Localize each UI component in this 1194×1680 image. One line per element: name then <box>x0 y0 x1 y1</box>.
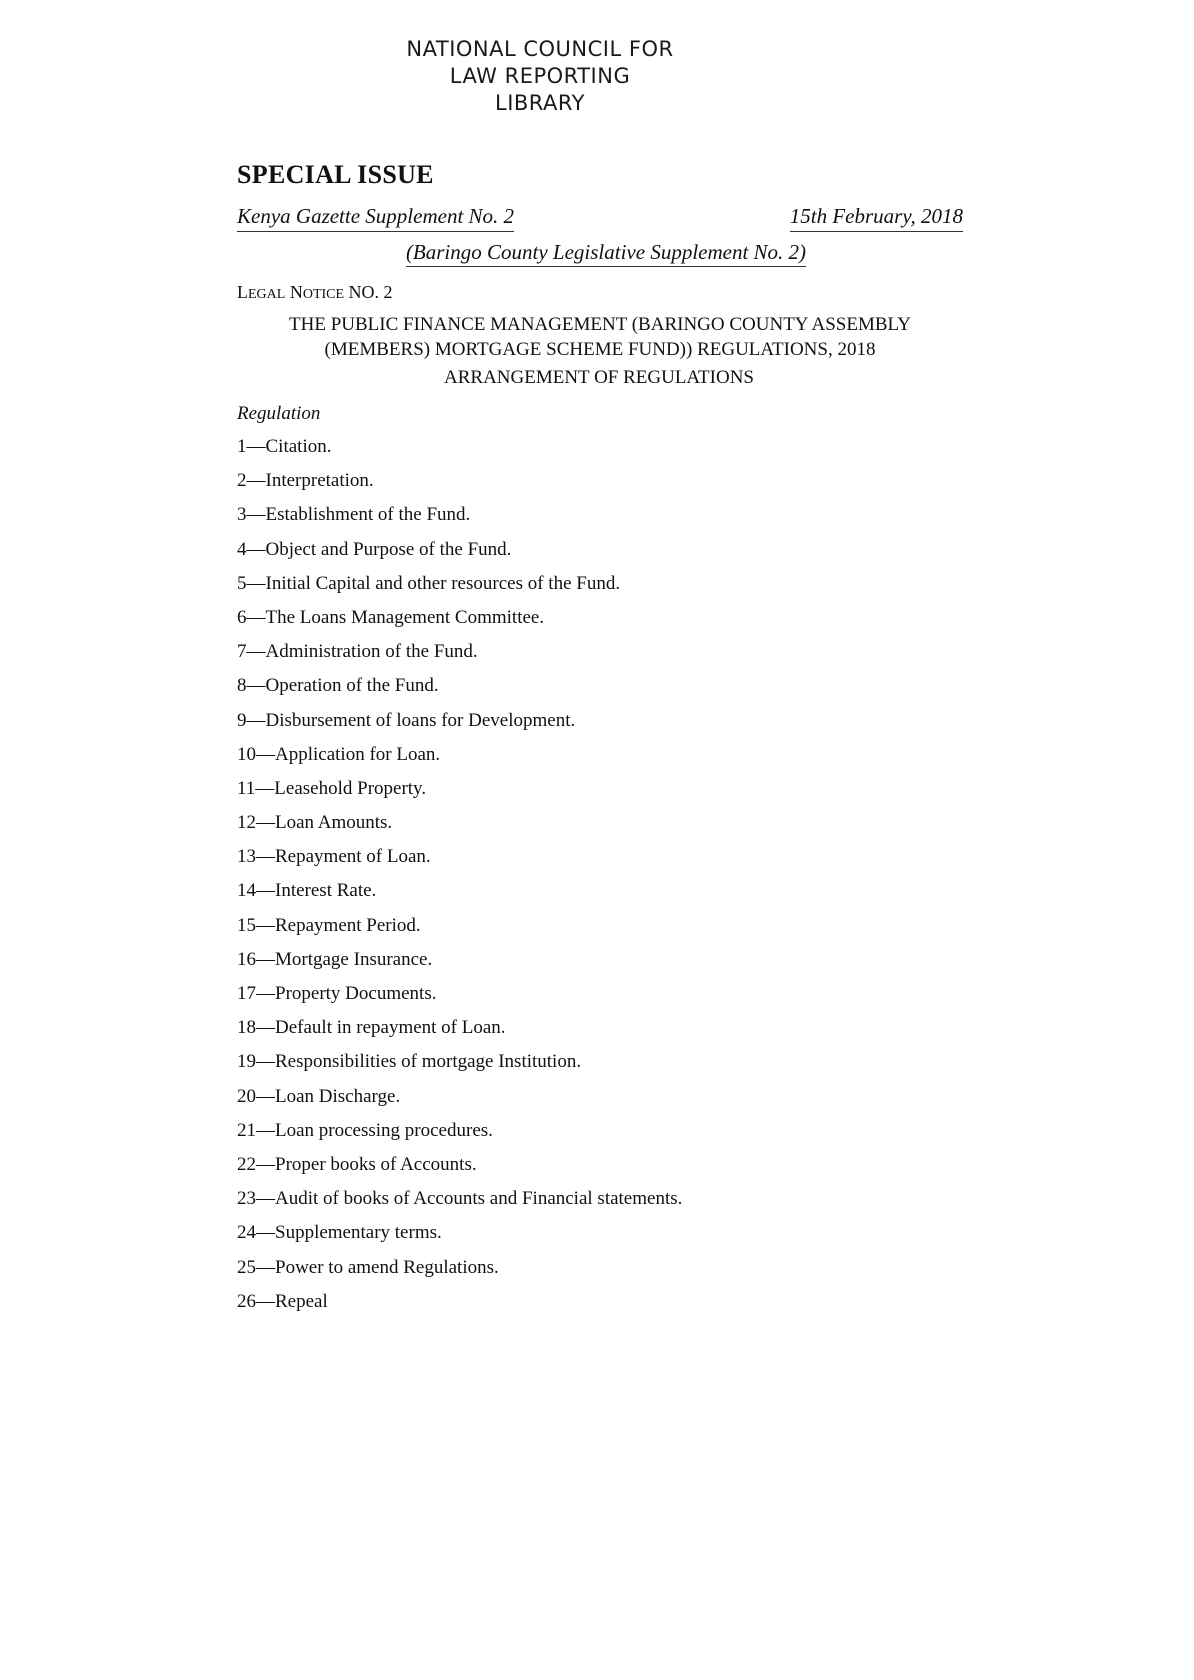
stamp-line-1: NATIONAL COUNCIL FOR <box>406 37 674 61</box>
list-item: 15—Repayment Period. <box>237 914 421 936</box>
list-item: 7—Administration of the Fund. <box>237 641 478 663</box>
regulations-title <box>250 312 950 362</box>
list-item: 8—Operation of the Fund. <box>237 675 439 697</box>
arrangement-heading: ARRANGEMENT OF REGULATIONS <box>444 367 754 388</box>
regulations-list <box>237 436 682 1325</box>
list-item: 10—Application for Loan. <box>237 743 441 765</box>
regulation-column-label: Regulation <box>237 403 321 424</box>
county-supplement-row <box>0 240 1194 265</box>
county-supplement-number: (Baringo County Legislative Supplement No. 2) <box>406 240 806 267</box>
list-item: 20—Loan Discharge. <box>237 1085 401 1107</box>
list-item: 1—Citation. <box>237 436 332 457</box>
stamp-line-3: LIBRARY <box>495 91 585 115</box>
list-item: 18—Default in repayment of Loan. <box>237 1017 506 1039</box>
list-item: 22—Proper books of Accounts. <box>237 1153 477 1175</box>
list-item: 3—Establishment of the Fund. <box>237 504 471 526</box>
special-issue-heading: SPECIAL ISSUE <box>237 160 434 189</box>
list-item: 13—Repayment of Loan. <box>237 846 431 868</box>
stamp-line-2: LAW REPORTING <box>449 64 631 88</box>
list-item: 26—Repeal <box>237 1290 328 1312</box>
list-item: 12—Loan Amounts. <box>237 812 393 834</box>
list-item: 14—Interest Rate. <box>237 880 377 902</box>
legal-notice-number: LEGAL NOTICE NO. 2 <box>237 282 393 302</box>
list-item: 17—Property Documents. <box>237 983 437 1004</box>
list-item: 2—Interpretation. <box>237 470 374 492</box>
library-stamp <box>300 36 780 117</box>
list-item: 25—Power to amend Regulations. <box>237 1256 499 1278</box>
supplement-row <box>237 204 963 234</box>
list-item: 19—Responsibilities of mortgage Institution. <box>237 1051 582 1073</box>
list-item: 24—Supplementary terms. <box>237 1222 442 1244</box>
list-item: 5—Initial Capital and other resources of the Fund. <box>237 572 621 594</box>
gazette-supplement-number: Kenya Gazette Supplement No. 2 <box>237 204 514 232</box>
list-item: 16—Mortgage Insurance. <box>237 948 433 970</box>
list-item: 11—Leasehold Property. <box>237 777 427 799</box>
title-line-2: (MEMBERS) MORTGAGE SCHEME FUND)) REGULATIONS, 2018 <box>324 339 876 360</box>
list-item: 23—Audit of books of Accounts and Financial statements. <box>237 1188 683 1210</box>
issue-date: 15th February, 2018 <box>790 204 963 232</box>
list-item: 4—Object and Purpose of the Fund. <box>237 538 512 560</box>
title-line-1: THE PUBLIC FINANCE MANAGEMENT (BARINGO COUNTY ASSEMBLY <box>289 314 911 335</box>
list-item: 21—Loan processing procedures. <box>237 1119 493 1141</box>
list-item: 6—The Loans Management Committee. <box>237 606 545 628</box>
list-item: 9—Disbursement of loans for Development. <box>237 709 576 731</box>
